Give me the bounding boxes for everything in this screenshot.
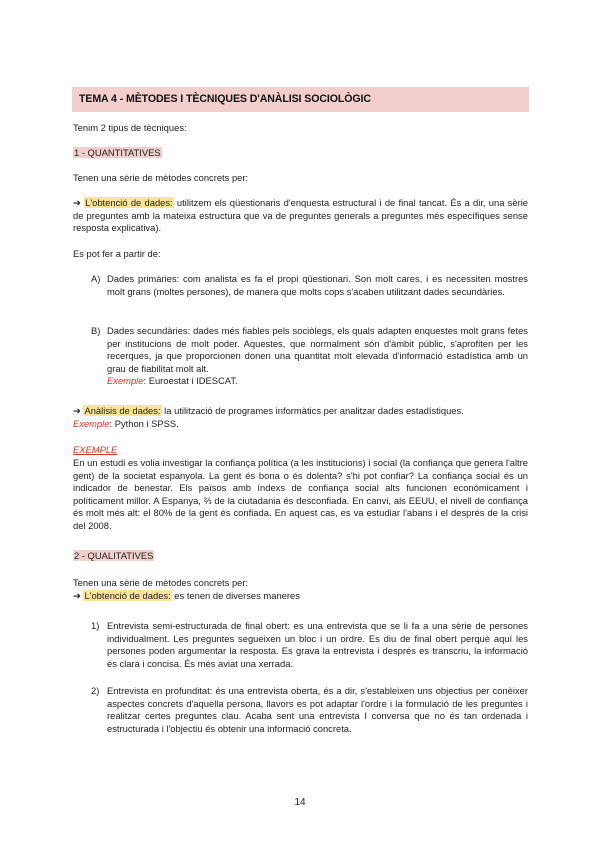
- arrow-icon: ➔: [73, 590, 81, 601]
- page-number: 14: [294, 797, 306, 808]
- list-item-1: [91, 620, 528, 670]
- list-marker: 2): [91, 685, 100, 696]
- potfer-text: Es pot fer a partir de:: [73, 248, 161, 259]
- page-title: TEMA 4 - MÈTODES I TÈCNIQUES D'ANÀLISI SOCIOLÒGIC: [79, 93, 371, 105]
- section2-obtencio-paragraph: [73, 590, 528, 603]
- analisi-text: la utilització de programes informàtics per analitzar dades estadístiques.: [161, 405, 464, 416]
- list-item-2: [91, 685, 528, 735]
- analisi-label: Anàlisis de dades:: [84, 405, 161, 416]
- list-item-text: Dades primàries: com analista es fa el propi qüestionari. Son molt cares, i es necessiten mostres molt grans (moltes persones), de manera que molts cops s'acaben utilitzant dades secundàries.: [107, 273, 528, 297]
- list-item-text: Dades secundàries: dades més fiables pels sociòlegs, els quals adapten enquestes molt grans fetes per institucions de molt poder. Aquestes, que normalment són d'àmbit públic, s'aprofiten per les recerques, ja que proporcionen donen una quantitat molt elevada d'informació estadística amb un grau de fiabilitat molt alt.: [107, 325, 528, 374]
- example-label: Exemple: [73, 418, 110, 429]
- list-item-a: [91, 273, 528, 298]
- exemple-paragraph: En un estudi es volia investigar la confiança política (a les institucions) i social (la confiança que genera l'altre gent) de la societat espanyola. La gent és bona o és dolenta? s'hi pot confiar? La confiança social és un indicador de benestar. Els països amb índexs de confiança social alts funcionen econòmicament i políticament millor. A Espanya, ⅔ de la ciutadania és desconfiada. En canvi, als EEUU, el nivell de confiança és molt més alt: el 80% de la gent és confiada. En aquest cas, es va estudiar l'abans i el després de la crisi del 2008.: [73, 457, 528, 531]
- example-label: Exemple: [107, 375, 144, 387]
- exemple-heading-text: EXEMPLE: [73, 444, 118, 455]
- section1-obtencio-paragraph: [73, 197, 528, 235]
- arrow-icon: ➔: [73, 197, 81, 208]
- obtencio-text: utilitzem els qüestionaris d'enquesta estructural i de final tancat. És a dir, una sèrie de preguntes amb la mateixa estructura que va de preguntes generals a preguntes més específiques sense resposta explicativa).: [73, 197, 528, 234]
- example-text: : Python i SPSS.: [109, 418, 179, 429]
- obtencio-label: L'obtenció de dades:: [85, 197, 173, 208]
- list-item-text: Entrevista semi-estructurada de final obert: es una entrevista que se li fa a una sèrie de persones individualment. Les preguntes segueixen un bloc i un ordre. Es diu de final obert perquè aquí les persones poden argumentar la resposta. Es grava la entrevista i després es transcriu, la informació és clara i concisa. És més aviat una xerrada.: [107, 620, 528, 669]
- list-item-text: Entrevista en profunditat: és una entrevista oberta, és a dir, s'estableixen uns objectius per conèixer aspectes concrets d'aquella persona, llavors es pot adaptar l'ordre i la formulació de les preguntes i realitzar certes preguntes clau. Acaba sent una entrevista I conversa que no és tan ordenada i estructurada i l'objectiu és obtenir una informació concreta.: [107, 685, 528, 734]
- obtencio-text: es tenen de diverses maneres: [171, 590, 300, 601]
- obtencio-label: L'obtenció de dades:: [84, 590, 171, 601]
- section1-analisi-paragraph: [73, 405, 528, 418]
- list-item-b: [91, 325, 528, 388]
- section2-intro: Tenen una sèrie de mètodes concrets per:: [73, 577, 249, 588]
- section2-heading-text: 2 - QUALITATIVES: [74, 550, 154, 561]
- example-text: : Euroestat i IDESCAT.: [143, 375, 238, 387]
- arrow-icon: ➔: [73, 405, 81, 416]
- list-marker: B): [91, 325, 101, 336]
- intro-text: Tenim 2 tipus de tècniques:: [73, 122, 187, 133]
- section1-heading-text: 1 - QUANTITATIVES: [74, 147, 161, 158]
- section2-heading: [73, 550, 528, 563]
- analisi-example-line: [73, 418, 528, 431]
- exemple-heading: [73, 444, 528, 457]
- list-item-content: [107, 325, 528, 388]
- list-marker: A): [91, 273, 101, 284]
- section1-heading: [73, 147, 528, 160]
- section1-intro: Tenen una sèrie de mètodes concrets per:: [73, 172, 249, 183]
- example-line: [107, 375, 528, 388]
- list-marker: 1): [91, 620, 100, 631]
